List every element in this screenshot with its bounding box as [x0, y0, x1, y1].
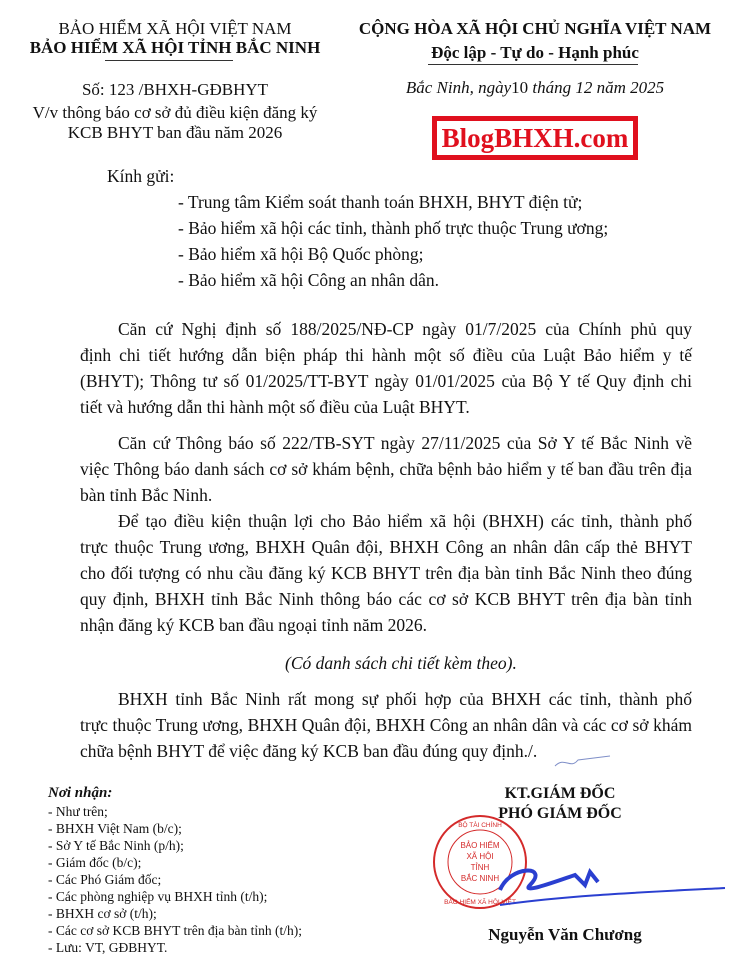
- country-name: CỘNG HÒA XÃ HỘI CHỦ NGHĨA VIỆT NAM: [358, 19, 712, 38]
- paragraph-line: Để tạo điều kiện thuận lợi cho Bảo hiểm xã hội (BHXH) các tỉnh, thành phố: [118, 511, 692, 531]
- paragraph-line: bàn tỉnh Bắc Ninh.: [80, 485, 213, 505]
- recipient: - Bảo hiểm xã hội Bộ Quốc phòng;: [178, 244, 424, 264]
- underline: [105, 60, 233, 61]
- stamp-text: XÃ HỘI: [466, 852, 494, 861]
- distribution-item: - Như trên;: [48, 804, 108, 819]
- paragraph-line: định chi tiết hướng dẫn biện pháp thi hành một số điều của Luật Bảo hiểm y tế: [80, 345, 692, 365]
- paragraph-line: trực thuộc Trung ương, BHXH Quân đội, BHXH Công an nhân dân cấp thẻ BHYT: [80, 537, 692, 557]
- distribution-item: - Các cơ sở KCB BHYT trên địa bàn tỉnh (t/h);: [48, 923, 302, 938]
- stamp-text: BỘ TÀI CHÍNH: [458, 822, 502, 829]
- handwritten-signature: [490, 860, 730, 910]
- greeting: Kính gửi:: [107, 166, 175, 186]
- recipient: - Trung tâm Kiểm soát thanh toán BHXH, BHYT điện tử;: [178, 192, 583, 212]
- paragraph-line: cho đối tượng có nhu cầu đăng ký KCB BHYT trên địa bàn tỉnh Bắc Ninh theo đúng: [80, 563, 692, 583]
- agency-name: BẢO HIỂM XÃ HỘI VIỆT NAM: [58, 19, 292, 38]
- signer-name: Nguyễn Văn Chương: [488, 925, 642, 944]
- stamp-text: TỈNH: [470, 863, 490, 872]
- subject-line-2: KCB BHYT ban đầu năm 2026: [67, 123, 283, 142]
- stamp-text: BẢO HIỂM XÃ HỘI VIỆT: [444, 899, 516, 906]
- distribution-item: - Sở Y tế Bắc Ninh (p/h);: [48, 838, 184, 853]
- signer-title: PHÓ GIÁM ĐỐC: [498, 805, 622, 822]
- stamp-text: BẮC NINH: [460, 874, 500, 883]
- attachment-note: (Có danh sách chi tiết kèm theo).: [285, 653, 517, 673]
- distribution-item: - Các Phó Giám đốc;: [48, 872, 162, 887]
- distribution-item: - Lưu: VT, GĐBHYT.: [48, 940, 168, 955]
- signer-role: KT.GIÁM ĐỐC: [504, 785, 616, 802]
- paragraph-line: trực thuộc Trung ương, BHXH Quân đội, BHXH Công an nhân dân và các cơ sở khám: [80, 715, 692, 735]
- date-line: Bắc Ninh, ngày10 tháng 12 năm 2025: [405, 78, 665, 97]
- recipient: - Bảo hiểm xã hội Công an nhân dân.: [178, 270, 439, 290]
- paragraph-line: (BHYT); Thông tư số 01/2025/TT-BYT ngày 01/01/2025 của Bộ Y tế Quy định chi: [80, 371, 692, 391]
- distribution-item: - BHXH cơ sở (t/h);: [48, 906, 157, 921]
- unit-name: BẢO HIỂM XÃ HỘI TỈNH BẮC NINH: [29, 38, 321, 57]
- paragraph-line: nhận đăng ký KCB ban đầu ngoại tỉnh năm 2026.: [80, 615, 428, 635]
- distribution-item: - Giám đốc (b/c);: [48, 855, 142, 870]
- distribution-title: Nơi nhận:: [48, 785, 113, 801]
- paragraph-line: BHXH tỉnh Bắc Ninh rất mong sự phối hợp của BHXH các tỉnh, thành phố: [118, 689, 692, 709]
- paragraph-line: Căn cứ Thông báo số 222/TB-SYT ngày 27/11/2025 của Sở Y tế Bắc Ninh về: [118, 433, 692, 453]
- subject-line-1: V/v thông báo cơ sở đủ điều kiện đăng ký: [32, 103, 318, 122]
- initial-mark: [550, 752, 615, 772]
- paragraph-line: chữa bệnh BHYT để việc đăng ký KCB ban đầu đúng quy định./.: [80, 741, 538, 761]
- distribution-item: - BHXH Việt Nam (b/c);: [48, 821, 182, 836]
- paragraph-line: Căn cứ Nghị định số 188/2025/NĐ-CP ngày 01/7/2025 của Chính phủ quy: [118, 319, 692, 339]
- document-number: Số: 123 /BHXH-GĐBHYT: [81, 80, 269, 99]
- stamp-text: BẢO HIỂM: [460, 841, 500, 850]
- underline: [428, 64, 638, 65]
- paragraph-line: việc Thông báo danh sách cơ sở khám bệnh, chữa bệnh bảo hiểm y tế ban đầu trên địa: [80, 459, 692, 479]
- national-motto: Độc lập - Tự do - Hạnh phúc: [431, 43, 639, 62]
- paragraph-line: quy định, BHXH tỉnh Bắc Ninh thông báo các cơ sở KCB BHYT trên địa bàn tỉnh: [80, 589, 692, 609]
- distribution-item: - Các phòng nghiệp vụ BHXH tỉnh (t/h);: [48, 889, 268, 904]
- watermark-logo: BlogBHXH.com: [432, 116, 638, 160]
- recipient: - Bảo hiểm xã hội các tỉnh, thành phố trực thuộc Trung ương;: [178, 218, 609, 238]
- paragraph-line: tiết và hướng dẫn thi hành một số điều của Luật BHYT.: [80, 397, 470, 417]
